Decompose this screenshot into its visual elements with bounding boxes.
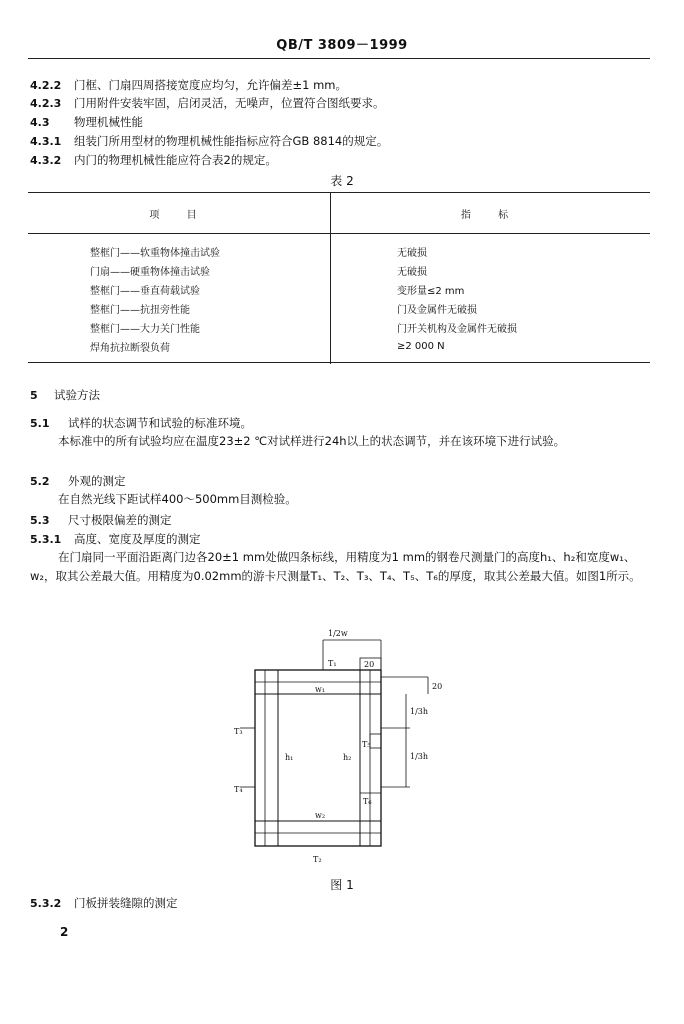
table-header-row	[28, 193, 650, 234]
clause-number: 5	[30, 389, 38, 402]
clause-5-3	[30, 513, 172, 528]
clause-5-1-body: 本标准中的所有试验均应在温度23±2 ℃对试样进行24h以上的状态调节，并在该环境下进行试验。	[58, 434, 566, 448]
clause-text: 高度、宽度及厚度的测定	[74, 532, 201, 546]
clause-text: 内门的物理机械性能应符合表2的规定。	[74, 153, 277, 167]
clause-number: 5.1	[30, 417, 50, 430]
label-w1: w₁	[315, 685, 326, 694]
clause-4-2-2	[30, 78, 347, 93]
table-row	[28, 261, 650, 280]
clause-number: 5.2	[30, 475, 50, 488]
label-t4: T₄	[234, 785, 243, 794]
table-bottom-rule	[28, 362, 650, 363]
table-cell-index: 无破损	[397, 267, 427, 278]
clause-number: 4.3	[30, 116, 50, 129]
table-caption: 表 2	[330, 174, 354, 188]
clause-text: 外观的测定	[68, 474, 126, 488]
clause-4-2-3	[30, 96, 385, 111]
clause-number: 4.2.2	[30, 79, 62, 92]
table-cell-item: 门扇——硬重物体撞击试验	[28, 261, 331, 280]
table-row	[28, 280, 650, 299]
clause-text: 尺寸极限偏差的测定	[68, 513, 172, 527]
clause-text: 门框、门扇四周搭接宽度应均匀，允许偏差±1 mm。	[74, 78, 348, 92]
clause-text: 门板拼装缝隙的测定	[74, 896, 178, 910]
clause-number: 5.3.2	[30, 897, 62, 910]
clause-5-3-1	[30, 532, 201, 547]
figure-caption: 图 1	[330, 878, 354, 892]
label-half-width: 1/2w	[328, 629, 348, 638]
table-row	[28, 299, 650, 318]
table-cell-index: 门及金属件无破损	[397, 305, 477, 316]
clause-text: 物理机械性能	[74, 115, 143, 129]
section-title: 试验方法	[54, 388, 100, 402]
label-t6: T₆	[363, 797, 372, 806]
t5-marker	[370, 734, 381, 748]
label-third-h-a: 1/3h	[410, 707, 429, 716]
label-h2: h₂	[343, 753, 352, 762]
label-third-h-b: 1/3h	[410, 752, 429, 761]
clause-number: 5.3	[30, 514, 50, 527]
label-t2: T₂	[313, 855, 322, 864]
table-row	[28, 318, 650, 337]
table-cell-item: 整框门——大力关门性能	[28, 318, 331, 337]
table-cell-index: 变形量≤2 mm	[397, 286, 465, 297]
table-header-item: 项 目	[28, 193, 331, 234]
clause-number: 4.2.3	[30, 97, 62, 110]
table-cell-item: 整框门——软重物体撞击试验	[28, 234, 331, 262]
label-t3: T₃	[234, 727, 243, 736]
clause-4-3-2	[30, 153, 277, 168]
clause-4-3-1	[30, 134, 388, 149]
label-dim-20-top: 20	[364, 660, 375, 669]
clause-number: 4.3.2	[30, 154, 62, 167]
table-cell-index: ≥2 000 N	[397, 341, 445, 352]
standard-number-header: QB/T 3809－1999	[276, 38, 408, 53]
label-dim-20-right: 20	[432, 682, 443, 691]
table-cell-index: 无破损	[397, 248, 427, 259]
label-h1: h₁	[285, 753, 294, 762]
label-t5: T₅	[362, 740, 371, 749]
clause-text: 组装门所用型材的物理机械性能指标应符合GB 8814的规定。	[74, 134, 389, 148]
table-cell-index: 门开关机构及金属件无破损	[397, 324, 517, 335]
clause-text: 门用附件安装牢固，启闭灵活，无噪声，位置符合图纸要求。	[74, 96, 385, 110]
table-2	[28, 192, 650, 364]
section-5-heading	[30, 388, 100, 403]
clause-5-1	[30, 416, 252, 431]
header-rule	[28, 58, 650, 59]
table-header-index: 指 标	[331, 193, 651, 234]
page-number: 2	[60, 925, 69, 939]
table-row	[28, 234, 650, 262]
clause-5-3-1-body: 在门扇同一平面沿距离门边各20±1 mm处做四条标线，用精度为1 mm的钢卷尺测量门的高度h₁、h₂和宽度w₁、w₂，取其公差最大值。用精度为0.02mm的游卡尺测量T₁、T₂、T₃、T₄、T₅、T₆的厚度，取其公差最大值。如图1所示。	[30, 550, 641, 583]
figure-1-diagram	[210, 622, 470, 870]
label-w2: w₂	[315, 811, 326, 820]
clause-5-2-body: 在自然光线下距试样400～500mm目测检验。	[58, 492, 297, 506]
table-row	[28, 337, 650, 364]
clause-5-3-2	[30, 896, 178, 911]
clause-number: 4.3.1	[30, 135, 62, 148]
table-cell-item: 整框门——垂直荷载试验	[28, 280, 331, 299]
clause-5-2	[30, 474, 126, 489]
table-cell-item: 整框门——抗扭旁性能	[28, 299, 331, 318]
label-t1: T₁	[328, 659, 337, 668]
clause-text: 试样的状态调节和试验的标准环境。	[68, 416, 252, 430]
clause-number: 5.3.1	[30, 533, 62, 546]
clause-4-3	[30, 115, 143, 130]
table-cell-item: 焊角抗拉断裂负荷	[28, 337, 331, 364]
